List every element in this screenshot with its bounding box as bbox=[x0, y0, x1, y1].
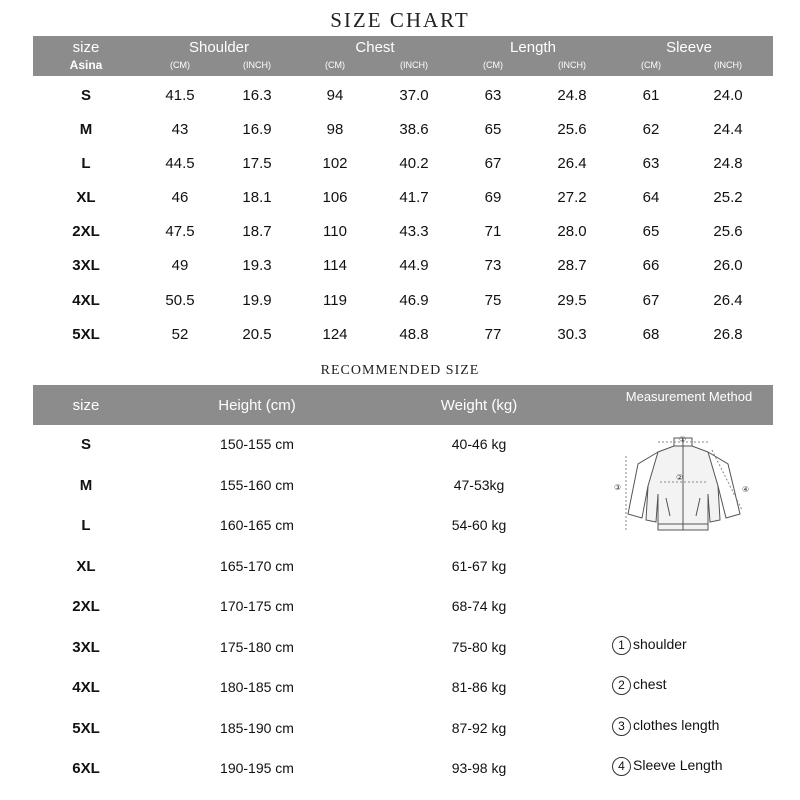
diagram-label-length: ③ bbox=[614, 483, 622, 492]
table-cell: 124 bbox=[322, 325, 348, 343]
size-chart-header bbox=[33, 36, 773, 76]
weight-cell: 40-46 kg bbox=[451, 436, 507, 452]
table-cell: 65 bbox=[642, 223, 660, 241]
page-title: SIZE CHART bbox=[330, 8, 470, 32]
header-unit: (INCH) bbox=[243, 60, 271, 70]
weight-cell: 75-80 kg bbox=[451, 638, 507, 655]
table-cell: 47.5 bbox=[165, 223, 195, 241]
size-chart-header-main-row bbox=[33, 39, 773, 57]
size-label: 5XL bbox=[72, 325, 100, 343]
table-cell: 75 bbox=[484, 291, 502, 309]
height-cell: 175-180 cm bbox=[220, 638, 294, 655]
height-cell: 150-155 cm bbox=[220, 436, 294, 452]
table-cell: 52 bbox=[171, 325, 189, 343]
table-cell: 26.0 bbox=[713, 257, 743, 275]
size-label: M bbox=[79, 476, 93, 494]
table-cell: 67 bbox=[642, 291, 660, 309]
legend-item bbox=[612, 676, 666, 695]
table-cell: 18.1 bbox=[242, 189, 272, 207]
table-cell: 26.8 bbox=[713, 325, 743, 343]
legend-number: 4 bbox=[612, 757, 631, 776]
table-cell: 63 bbox=[642, 155, 660, 173]
weight-cell: 68-74 kg bbox=[451, 598, 507, 614]
table-cell: 20.5 bbox=[242, 325, 272, 343]
table-cell: 24.8 bbox=[557, 87, 587, 104]
table-row bbox=[33, 283, 773, 317]
size-label: S bbox=[80, 436, 92, 453]
table-cell: 69 bbox=[484, 189, 502, 207]
size-label: S bbox=[80, 87, 92, 104]
table-cell: 27.2 bbox=[557, 189, 587, 207]
table-cell: 28.7 bbox=[557, 257, 587, 275]
table-cell: 19.3 bbox=[242, 257, 272, 275]
header-weight: Weight (kg) bbox=[440, 397, 518, 414]
weight-cell: 61-67 kg bbox=[451, 557, 507, 574]
header-chest: Chest bbox=[355, 39, 395, 56]
weight-cell: 87-92 kg bbox=[451, 719, 507, 736]
header-unit: (INCH) bbox=[558, 60, 586, 70]
header-unit: (CM) bbox=[641, 60, 661, 70]
table-row bbox=[33, 112, 773, 146]
size-label: 3XL bbox=[72, 257, 100, 275]
header-size: size bbox=[72, 39, 100, 56]
legend-label: chest bbox=[633, 676, 667, 693]
table-cell: 30.3 bbox=[557, 325, 587, 343]
table-row bbox=[33, 146, 773, 180]
table-cell: 73 bbox=[484, 257, 502, 275]
diagram-label-shoulder: ① bbox=[679, 435, 687, 444]
table-cell: 44.9 bbox=[399, 257, 429, 275]
table-cell: 26.4 bbox=[713, 291, 743, 309]
table-cell: 50.5 bbox=[165, 291, 195, 309]
table-cell: 64 bbox=[642, 189, 660, 207]
table-cell: 26.4 bbox=[557, 155, 587, 173]
table-cell: 46 bbox=[171, 189, 189, 207]
table-cell: 102 bbox=[322, 155, 348, 173]
table-cell: 19.9 bbox=[242, 291, 272, 309]
table-cell: 25.6 bbox=[557, 121, 587, 139]
table-row bbox=[33, 180, 773, 214]
height-cell: 185-190 cm bbox=[220, 719, 294, 736]
table-cell: 43.3 bbox=[399, 223, 429, 241]
weight-cell: 47-53kg bbox=[453, 476, 505, 493]
header-size: size bbox=[72, 397, 100, 414]
table-cell: 17.5 bbox=[242, 155, 272, 173]
header-unit: (CM) bbox=[325, 60, 345, 70]
table-row bbox=[33, 585, 773, 626]
header-sleeve: Sleeve bbox=[666, 39, 712, 56]
table-cell: 44.5 bbox=[165, 155, 195, 173]
table-cell: 46.9 bbox=[399, 291, 429, 309]
table-cell: 25.2 bbox=[713, 189, 743, 207]
header-measurement-method: Measurement Method bbox=[625, 389, 753, 404]
header-unit: (INCH) bbox=[400, 60, 428, 70]
size-label: L bbox=[81, 155, 91, 173]
table-cell: 25.6 bbox=[713, 223, 743, 241]
table-cell: 66 bbox=[642, 257, 660, 275]
table-cell: 65 bbox=[484, 121, 502, 139]
legend-item bbox=[612, 636, 687, 655]
table-cell: 98 bbox=[326, 121, 344, 139]
height-cell: 165-170 cm bbox=[220, 557, 294, 574]
legend-label: Sleeve Length bbox=[633, 757, 723, 774]
diagram-label-chest: ② bbox=[676, 473, 684, 482]
legend-item bbox=[612, 757, 723, 776]
table-cell: 63 bbox=[484, 87, 502, 104]
diagram-label-sleeve: ④ bbox=[742, 485, 750, 494]
height-cell: 160-165 cm bbox=[220, 517, 294, 533]
table-cell: 37.0 bbox=[399, 87, 429, 104]
table-cell: 106 bbox=[322, 189, 348, 207]
table-cell: 43 bbox=[171, 121, 189, 139]
size-label: M bbox=[79, 121, 93, 139]
table-row bbox=[33, 545, 773, 586]
table-cell: 77 bbox=[484, 325, 502, 343]
header-shoulder: Shoulder bbox=[188, 39, 250, 56]
table-cell: 28.0 bbox=[557, 223, 587, 241]
header-unit: (INCH) bbox=[714, 60, 742, 70]
size-label: 2XL bbox=[72, 598, 100, 615]
size-label: 2XL bbox=[72, 223, 100, 241]
table-cell: 48.8 bbox=[399, 325, 429, 343]
table-cell: 41.7 bbox=[399, 189, 429, 207]
recommended-header bbox=[33, 385, 773, 425]
weight-cell: 54-60 kg bbox=[451, 517, 507, 533]
header-asina: Asina bbox=[69, 58, 103, 72]
table-cell: 71 bbox=[484, 223, 502, 241]
size-label: 3XL bbox=[72, 638, 100, 656]
size-label: 5XL bbox=[72, 719, 100, 737]
header-unit: (CM) bbox=[483, 60, 503, 70]
table-cell: 110 bbox=[323, 223, 347, 241]
legend-label: clothes length bbox=[633, 717, 720, 734]
size-label: 4XL bbox=[72, 679, 100, 696]
table-cell: 24.8 bbox=[713, 155, 743, 173]
table-cell: 29.5 bbox=[557, 291, 587, 309]
legend-item bbox=[612, 717, 719, 736]
table-cell: 24.4 bbox=[713, 121, 743, 139]
jacket-measurement-diagram bbox=[608, 434, 758, 544]
table-row bbox=[33, 78, 773, 112]
table-cell: 16.3 bbox=[242, 87, 272, 104]
table-cell: 38.6 bbox=[399, 121, 429, 139]
header-height: Height (cm) bbox=[218, 397, 296, 414]
size-chart-header-unit-row bbox=[33, 60, 773, 74]
height-cell: 170-175 cm bbox=[220, 598, 294, 614]
table-cell: 24.0 bbox=[713, 87, 743, 104]
table-cell: 62 bbox=[642, 121, 660, 139]
size-label: XL bbox=[76, 557, 96, 575]
weight-cell: 81-86 kg bbox=[451, 679, 507, 695]
table-cell: 68 bbox=[642, 325, 660, 343]
legend-number: 2 bbox=[612, 676, 631, 695]
table-row bbox=[33, 214, 773, 248]
table-cell: 41.5 bbox=[165, 87, 195, 104]
size-label: 6XL bbox=[72, 760, 100, 777]
table-cell: 18.7 bbox=[242, 223, 272, 241]
table-cell: 40.2 bbox=[399, 155, 429, 173]
table-row bbox=[33, 317, 773, 351]
size-label: 4XL bbox=[72, 291, 100, 309]
size-label: XL bbox=[76, 189, 96, 207]
height-cell: 155-160 cm bbox=[220, 476, 294, 493]
weight-cell: 93-98 kg bbox=[451, 760, 507, 776]
legend-number: 1 bbox=[612, 636, 631, 655]
height-cell: 190-195 cm bbox=[220, 760, 294, 776]
size-chart-body bbox=[33, 78, 773, 351]
table-cell: 94 bbox=[326, 87, 344, 104]
table-cell: 16.9 bbox=[242, 121, 272, 139]
table-cell: 119 bbox=[323, 291, 347, 309]
table-cell: 49 bbox=[171, 257, 189, 275]
table-cell: 67 bbox=[484, 155, 502, 173]
header-length: Length bbox=[510, 39, 556, 56]
header-unit: (CM) bbox=[170, 60, 190, 70]
table-cell: 61 bbox=[642, 87, 660, 104]
legend-label: shoulder bbox=[633, 636, 687, 653]
height-cell: 180-185 cm bbox=[220, 679, 294, 695]
table-cell: 114 bbox=[323, 257, 347, 275]
size-label: L bbox=[81, 517, 91, 534]
recommended-title: RECOMMENDED SIZE bbox=[320, 363, 480, 378]
table-row bbox=[33, 248, 773, 282]
legend-number: 3 bbox=[612, 717, 631, 736]
